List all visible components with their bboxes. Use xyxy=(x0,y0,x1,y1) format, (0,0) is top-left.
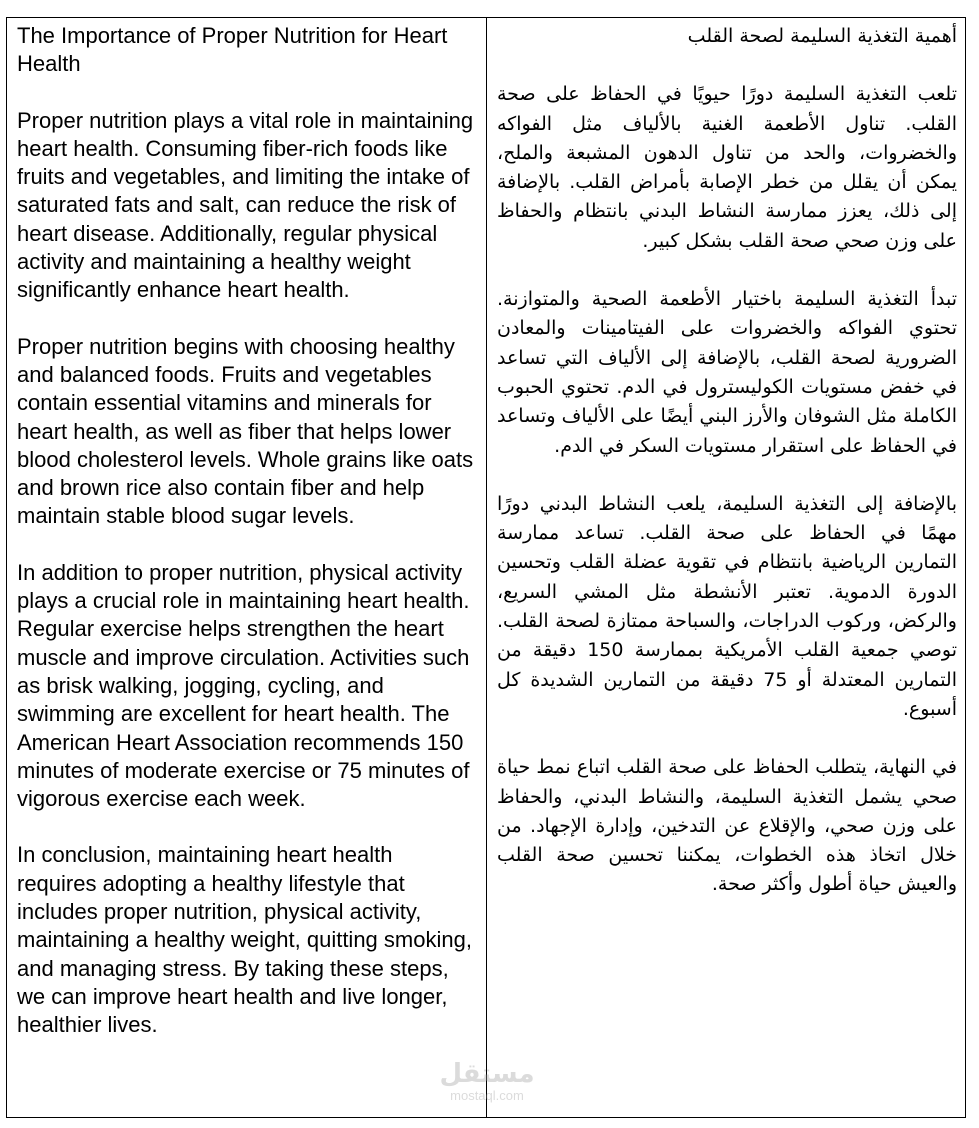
arabic-paragraph-1: تلعب التغذية السليمة دورًا حيويًا في الحفاظ على صحة القلب. تناول الأطعمة الغنية بالألياف مثل الفواكه والخضروات، والحد من تناول الدهون المشبعة والملح، يمكن أن يقلل من خطر الإصابة بأمراض القلب. بالإضافة إلى ذلك، يعزز ممارسة النشاط البدني بانتظام والحفاظ على وزن صحي صحة القلب بشكل كبير. xyxy=(497,83,957,252)
arabic-paragraph-2: تبدأ التغذية السليمة باختيار الأطعمة الصحية والمتوازنة. تحتوي الفواكه والخضروات على الفيتامينات والمعادن الضرورية لصحة القلب، بالإضافة إلى الألياف التي تساعد في خفض مستويات الكوليسترول في الدم. تحتوي الحبوب الكاملة مثل الشوفان والأرز البني أيضًا على الألياف وتساعد في الحفاظ على استقرار مستويات السكر في الدم. xyxy=(497,288,957,457)
arabic-column xyxy=(487,18,965,1117)
english-column xyxy=(7,18,487,1117)
english-paragraph-1: Proper nutrition plays a vital role in maintaining heart health. Consuming fiber-rich foods like fruits and vegetables, and limiting the intake of saturated fats and salt, can reduce the risk of heart disease. Additionally, regular physical activity and maintaining a healthy weight significantly enhance heart health. xyxy=(17,107,474,303)
svg-text:mostaql.com: mostaql.com xyxy=(450,1088,524,1103)
bilingual-table xyxy=(6,17,966,1118)
english-paragraph-3: In addition to proper nutrition, physical activity plays a crucial role in maintaining heart health. Regular exercise helps strengthen the heart muscle and improve circulation. Activities such as brisk walking, jogging, cycling, and swimming are excellent for heart health. The American Heart Association recommends 150 minutes of moderate exercise or 75 minutes of vigorous exercise each week. xyxy=(17,559,470,812)
english-paragraph-4: In conclusion, maintaining heart health requires adopting a healthy lifestyle that includes proper nutrition, physical activity, maintaining a healthy weight, quitting smoking, and managing stress. By taking these steps, we can improve heart health and live longer, healthier lives. xyxy=(17,842,472,1038)
english-paragraph-2: Proper nutrition begins with choosing healthy and balanced foods. Fruits and vegetables contain essential vitamins and minerals for heart health, as well as fiber that helps lower blood cholesterol levels. Whole grains like oats and brown rice also contain fiber and help maintain stable blood sugar levels. xyxy=(17,333,474,529)
arabic-paragraph-3: بالإضافة إلى التغذية السليمة، يلعب النشاط البدني دورًا مهمًا في الحفاظ على صحة القلب. تساعد ممارسة التمارين الرياضية بانتظام في تقوية عضلة القلب وتحسين الدورة الدموية. تعتبر الأنشطة مثل المشي السريع، والركض، وركوب الدراجات، والسباحة ممتازة لصحة القلب. توصي جمعية القلب الأمريكية بممارسة 150 دقيقة من التمارين المعتدلة أو 75 دقيقة من التمارين الشديدة كل أسبوع. xyxy=(497,492,957,720)
arabic-title: أهمية التغذية السليمة لصحة القلب xyxy=(687,25,957,47)
arabic-paragraph-4: في النهاية، يتطلب الحفاظ على صحة القلب اتباع نمط حياة صحي يشمل التغذية السليمة، والنشاط البدني، والحفاظ على وزن صحي، والإقلاع عن التدخين، وإدارة الإجهاد. من خلال اتخاذ هذه الخطوات، يمكننا تحسين صحة القلب والعيش حياة أطول وأكثر صحة. xyxy=(497,756,957,896)
english-title: The Importance of Proper Nutrition for Heart Health xyxy=(17,23,448,77)
svg-text:مستقل: مستقل xyxy=(439,1059,535,1089)
